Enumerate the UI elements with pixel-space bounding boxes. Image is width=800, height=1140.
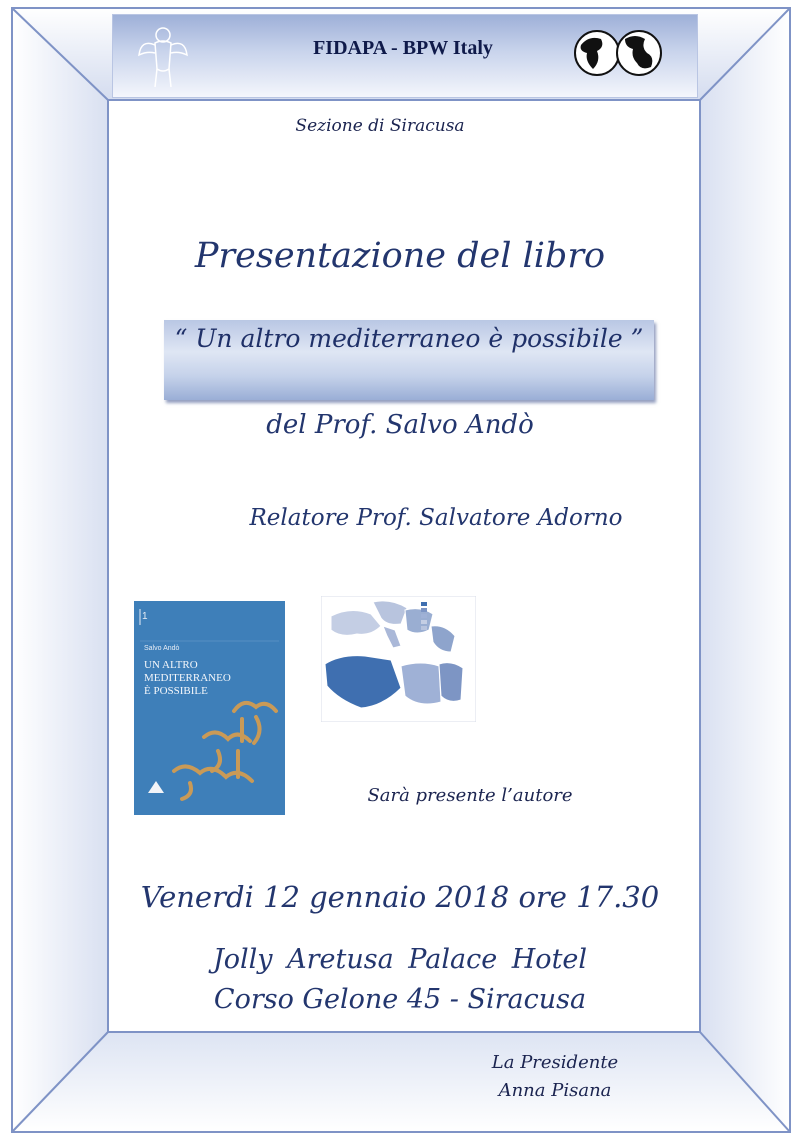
cover-series-number: 1 xyxy=(142,611,148,622)
book-title-box xyxy=(164,320,654,400)
event-venue-address: Corso Gelone 45 - Siracusa xyxy=(213,984,587,1015)
globe-logo-icon xyxy=(571,27,665,79)
angel-figure-icon xyxy=(135,21,191,91)
section-label: Sezione di Siracusa xyxy=(295,116,465,136)
signature-role: La Presidente xyxy=(491,1052,619,1073)
book-title: “ Un altro mediterraneo è possibile ” xyxy=(174,324,644,353)
mediterranean-map-image xyxy=(321,596,476,722)
event-date: Venerdi 12 gennaio 2018 ore 17.30 xyxy=(140,880,660,914)
mediterranean-map-icon xyxy=(321,596,476,722)
cover-title: UN ALTRO MEDITERRANEO È POSSIBILE xyxy=(144,659,231,697)
header-banner xyxy=(112,14,698,98)
event-venue-name: Jolly Aretusa Palace Hotel xyxy=(212,944,588,975)
author-presence-note: Sarà presente l’autore xyxy=(367,785,573,806)
book-cover-image xyxy=(134,601,285,815)
header-title: FIDAPA - BPW Italy xyxy=(313,37,493,59)
presentation-title: Presentazione del libro xyxy=(194,236,606,276)
signature-name: Anna Pisana xyxy=(498,1080,612,1101)
cover-author: Salvo Andò xyxy=(144,645,180,652)
author-line: del Prof. Salvo Andò xyxy=(266,410,534,440)
speaker-line: Relatore Prof. Salvatore Adorno xyxy=(249,505,623,531)
arabic-calligraphy-icon xyxy=(134,601,285,815)
